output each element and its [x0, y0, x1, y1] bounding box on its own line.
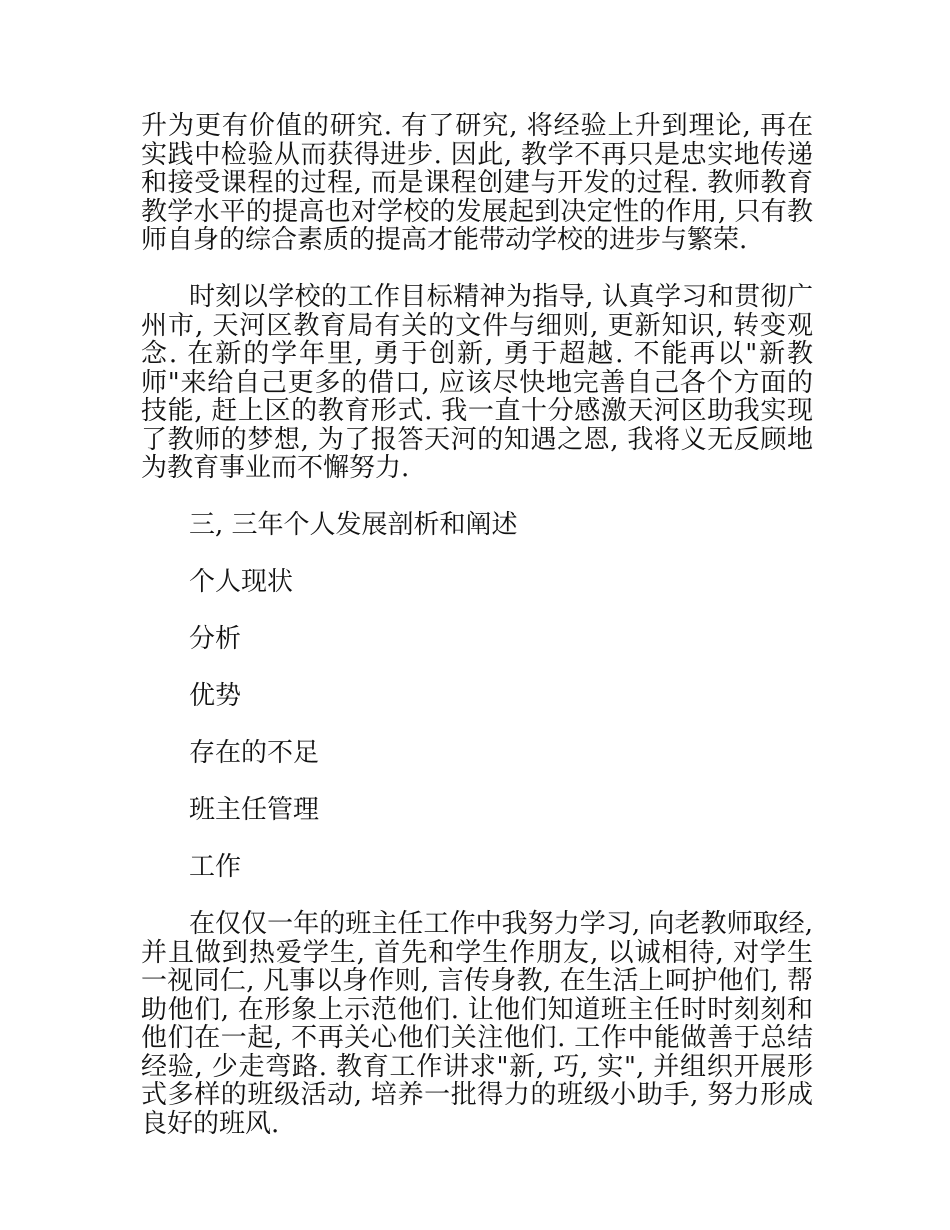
paragraph-continuation: 升为更有价值的研究. 有了研究, 将经验上升到理论, 再在实践中检验从而获得进步. 因此, 教学不再只是忠实地传递和接受课程的过程, 而是课程创建与开发的过程. 教师教育教学水平的提高也对学校的发展起到决定性的作用, 只有教师自身的综合素质的提高才能带动学校的进步与繁荣.	[141, 111, 813, 255]
section-heading: 三, 三年个人发展剖析和阐述	[189, 510, 518, 540]
paragraph-class-teacher-work: 在仅仅一年的班主任工作中我努力学习, 向老教师取经, 并且做到热爱学生, 首先和学生作朋友, 以诚相待, 对学生一视同仁, 凡事以身作则, 言传身教, 在生活上呵护他们, 帮助他们, 在形象上示范他们. 让他们知道班主任时时刻刻和他们在一起, 不再关心他们关注他们. 工作中能做善于总结经验, 少走弯路. 教育工作讲求"新, 巧, 实", 并组织开展形式多样的班级活动, 培养一批得力的班级小助手, 努力形成良好的班风.	[141, 909, 813, 1139]
subheading-class-management: 班主任管理	[189, 795, 320, 825]
subheading-current-status: 个人现状	[189, 567, 294, 597]
document-body	[141, 112, 813, 1167]
subheading-shortcomings: 存在的不足	[189, 738, 320, 768]
paragraph-work-goals: 时刻以学校的工作目标精神为指导, 认真学习和贯彻广州市, 天河区教育局有关的文件与细则, 更新知识, 转变观念. 在新的学年里, 勇于创新, 勇于超越. 不能再以"新教师"来给自己更多的借口, 应该尽快地完善自己各个方面的技能, 赶上区的教育形式. 我一直十分感激天河区助我实现了教师的梦想, 为了报答天河的知遇之恩, 我将义无反顾地为教育事业而不懈努力.	[141, 282, 813, 483]
subheading-analysis: 分析	[189, 624, 242, 654]
subheading-strengths: 优势	[189, 681, 242, 711]
subheading-work: 工作	[189, 852, 242, 882]
